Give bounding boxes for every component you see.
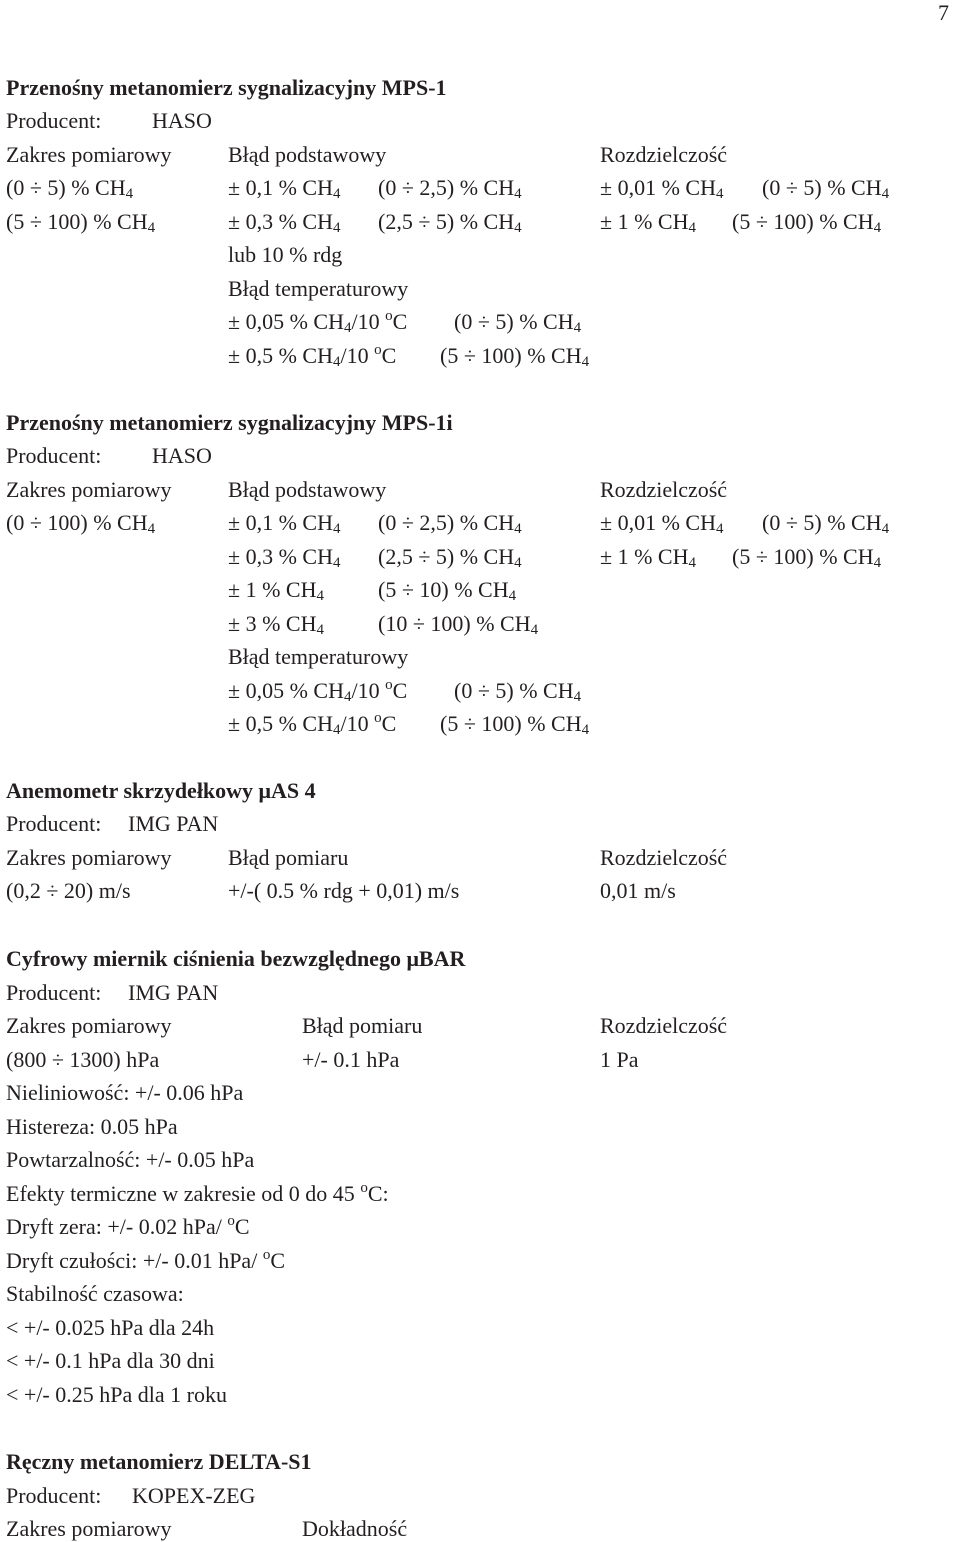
page-number: 7 — [938, 0, 949, 25]
mps1-r2-res-range: (5 ÷ 100) % $CH_4$ — [732, 209, 882, 236]
mps1i-temp-label: Błąd temperaturowy — [228, 644, 409, 669]
mps1i-e2-range: (2,5 ÷ 5) % $CH_4$ — [378, 544, 522, 571]
ubar-range: (800 ÷ 1300) hPa — [6, 1047, 160, 1072]
delta-col-accuracy: Dokładność — [302, 1516, 408, 1541]
delta-title: Ręczny metanomierz DELTA-S1 — [6, 1449, 312, 1474]
ubar-col-resolution: Rozdzielczość — [600, 1013, 728, 1038]
mps1-r1-res-range: (0 ÷ 5) % $CH_4$ — [762, 175, 890, 202]
ubar-stability-30d: < +/- 0.1 hPa dla 30 dni — [6, 1348, 215, 1373]
ubar-hysteresis: Histereza: 0.05 hPa — [6, 1114, 178, 1139]
ubar-error: +/- 0.1 hPa — [302, 1047, 400, 1072]
mps1i-res2: ± 1 % $CH_4$ — [600, 544, 696, 571]
mps1-producer-label: Producent: — [6, 108, 102, 133]
mps1-temp-label: Błąd temperaturowy — [228, 276, 409, 301]
ubar-resolution: 1 Pa — [600, 1047, 639, 1072]
mps1i-col-error: Błąd podstawowy — [228, 477, 387, 502]
anemometer-range: (0,2 ÷ 20) m/s — [6, 878, 131, 903]
ubar-col-error: Błąd pomiaru — [302, 1013, 423, 1038]
anemometer-title: Anemometr skrzydełkowy μAS 4 — [6, 778, 316, 803]
mps1i-res1: ± 0,01 % $CH_4$ — [600, 510, 724, 537]
ubar-zero-drift: Dryft zera: +/- 0.02 hPa/ $^o$C — [6, 1213, 250, 1239]
mps1i-temp-2: ± 0,5 % $CH_4/10$ $^o$C — [228, 710, 397, 738]
mps1i-e4-range: (10 ÷ 100) % $CH_4$ — [378, 611, 539, 638]
anemometer-error: +/-( 0.5 % rdg + 0,01) m/s — [228, 878, 460, 903]
ubar-repeatability: Powtarzalność: +/- 0.05 hPa — [6, 1147, 255, 1172]
ubar-stability-24h: < +/- 0.025 hPa dla 24h — [6, 1315, 215, 1340]
mps1i-e1: ± 0,1 % $CH_4$ — [228, 510, 341, 537]
mps1-temp-2: ± 0,5 % $CH_4/10$ $^o$C — [228, 342, 397, 370]
ubar-thermal: Efekty termiczne w zakresie od 0 do 45 $^o$C: — [6, 1180, 389, 1206]
mps1-r1-res: ± 0,01 % $CH_4$ — [600, 175, 724, 202]
mps1-col-resolution: Rozdzielczość — [600, 142, 728, 167]
ubar-producer-label: Producent: — [6, 980, 102, 1005]
mps1i-e1-range: (0 ÷ 2,5) % $CH_4$ — [378, 510, 522, 537]
mps1i-res2-range: (5 ÷ 100) % $CH_4$ — [732, 544, 882, 571]
anemometer-resolution: 0,01 m/s — [600, 878, 676, 903]
ubar-sensitivity-drift: Dryft czułości: +/- 0.01 hPa/ $^o$C — [6, 1247, 285, 1273]
anemometer-col-error: Błąd pomiaru — [228, 845, 349, 870]
mps1-temp-2-range: (5 ÷ 100) % $CH_4$ — [440, 343, 590, 370]
anemometer-producer: IMG PAN — [128, 811, 219, 836]
mps1i-range: (0 ÷ 100) % $CH_4$ — [6, 510, 156, 537]
mps1-temp-1: ± 0,05 % $CH_4/10$ $^o$C — [228, 308, 408, 336]
ubar-stability-1y: < +/- 0.25 hPa dla 1 roku — [6, 1382, 227, 1407]
mps1-title: Przenośny metanomierz sygnalizacyjny MPS-1 — [6, 75, 447, 100]
mps1i-producer: HASO — [152, 443, 212, 468]
mps1-r2-range: (5 ÷ 100) % $CH_4$ — [6, 209, 156, 236]
mps1i-title: Przenośny metanomierz sygnalizacyjny MPS-1i — [6, 410, 453, 435]
mps1-rdg: lub 10 % rdg — [228, 242, 343, 267]
mps1-col-range: Zakres pomiarowy — [6, 142, 172, 167]
mps1i-res1-range: (0 ÷ 5) % $CH_4$ — [762, 510, 890, 537]
ubar-producer: IMG PAN — [128, 980, 219, 1005]
mps1i-temp-1: ± 0,05 % $CH_4/10$ $^o$C — [228, 677, 408, 705]
ubar-col-range: Zakres pomiarowy — [6, 1013, 172, 1038]
mps1-r1-error-range: (0 ÷ 2,5) % $CH_4$ — [378, 175, 522, 202]
mps1-r1-range: (0 ÷ 5) % $CH_4$ — [6, 175, 134, 202]
mps1-r2-res: ± 1 % $CH_4$ — [600, 209, 696, 236]
mps1i-e2: ± 0,3 % $CH_4$ — [228, 544, 341, 571]
mps1i-e3: ± 1 % $CH_4$ — [228, 577, 324, 604]
ubar-title: Cyfrowy miernik ciśnienia bezwzględnego μBAR — [6, 946, 466, 971]
mps1i-col-resolution: Rozdzielczość — [600, 477, 728, 502]
mps1-r2-error: ± 0,3 % $CH_4$ — [228, 209, 341, 236]
anemometer-col-resolution: Rozdzielczość — [600, 845, 728, 870]
mps1i-temp-1-range: (0 ÷ 5) % $CH_4$ — [454, 678, 582, 705]
delta-col-range: Zakres pomiarowy — [6, 1516, 172, 1541]
ubar-stability: Stabilność czasowa: — [6, 1281, 184, 1306]
delta-producer: KOPEX-ZEG — [132, 1483, 256, 1508]
anemometer-col-range: Zakres pomiarowy — [6, 845, 172, 870]
mps1-producer: HASO — [152, 108, 212, 133]
mps1-temp-1-range: (0 ÷ 5) % $CH_4$ — [454, 309, 582, 336]
mps1i-e3-range: (5 ÷ 10) % $CH_4$ — [378, 577, 517, 604]
mps1-col-error: Błąd podstawowy — [228, 142, 387, 167]
ubar-nonlinearity: Nieliniowość: +/- 0.06 hPa — [6, 1080, 244, 1105]
mps1i-col-range: Zakres pomiarowy — [6, 477, 172, 502]
mps1i-e4: ± 3 % $CH_4$ — [228, 611, 324, 638]
mps1i-temp-2-range: (5 ÷ 100) % $CH_4$ — [440, 711, 590, 738]
mps1-r1-error: ± 0,1 % $CH_4$ — [228, 175, 341, 202]
anemometer-producer-label: Producent: — [6, 811, 102, 836]
mps1-r2-error-range: (2,5 ÷ 5) % $CH_4$ — [378, 209, 522, 236]
delta-producer-label: Producent: — [6, 1483, 102, 1508]
mps1i-producer-label: Producent: — [6, 443, 102, 468]
